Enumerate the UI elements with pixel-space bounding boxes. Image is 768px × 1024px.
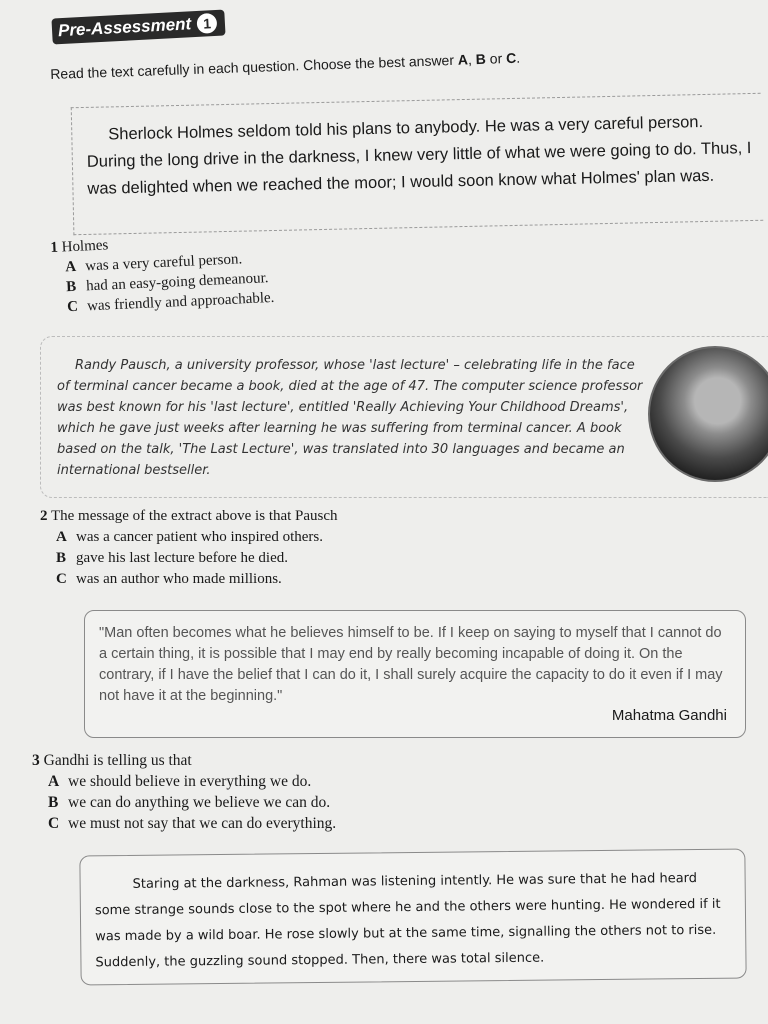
instruction-option-a: A [457,51,469,68]
option-text: was an author who made millions. [76,571,282,587]
question-2-option-b[interactable] [56,548,338,569]
option-letter: B [65,278,77,296]
quote-author: Mahatma Gandhi [611,707,727,724]
option-text: gave his last lecture before he died. [76,550,288,566]
option-text: we should believe in everything we do. [68,773,312,790]
passage-holmes-box [71,93,764,235]
option-letter: A [48,773,60,790]
question-3-option-c[interactable] [48,813,336,834]
option-text: we can do anything we believe we can do. [68,794,331,811]
passage-rahman-box [79,849,746,986]
question-2-option-c[interactable] [56,569,338,590]
instruction-period: . [515,49,521,66]
pre-assessment-badge [51,9,225,44]
instruction-or: or [489,50,503,67]
option-text: had an easy-going demeanour. [85,270,269,295]
instruction-comma: , [467,51,473,68]
option-letter: B [56,550,67,566]
question-1-text: Holmes [61,237,109,256]
option-letter: C [56,571,67,587]
instruction [50,47,590,82]
instruction-option-b: B [475,50,487,68]
question-2-number: 2 [40,508,48,524]
option-text: was a cancer patient who inspired others. [76,529,323,545]
option-letter: C [66,298,79,316]
question-3-option-b[interactable] [48,792,336,813]
question-2 [40,506,338,590]
question-3-text: Gandhi is telling us that [43,752,192,769]
option-letter: B [48,794,59,811]
option-letter: A [56,529,67,545]
instruction-text: Read the text carefully in each question. Choose the best answer [50,51,455,82]
question-2-text: The message of the extract above is that Pausch [50,508,338,524]
question-2-option-a[interactable] [56,527,338,548]
option-letter: A [64,258,77,276]
instruction-option-c: C [505,49,517,67]
question-3-option-a[interactable] [48,771,336,792]
question-3-number: 3 [32,752,40,769]
passage-pausch-text: Randy Pausch, a university professor, whose 'last lecture' – celebrating life in the face of terminal cancer became a book, died at the age of 47. The computer science professor was best known for his 'last lecture', entitled 'Really Achieving Your Childhood Dreams', which he gave just weeks after learning he was suffering from terminal cancer. A book based on the talk, 'The Last Lecture', was translated into 30 languages and became an international bestseller. [57,358,643,478]
option-text: we must not say that we can do everything. [68,815,337,832]
badge-title: Pre-Assessment [57,14,192,41]
question-1-number: 1 [50,239,59,256]
question-2-stem [40,506,338,527]
option-letter: C [48,815,60,832]
option-text: was friendly and approachable. [86,289,275,315]
gandhi-quote-text: "Man often becomes what he believes himself to be. If I keep on saying to myself that I cannot do a certain thing, it is possible that I may end by really becoming incapable of doing it. On the contrary, if I have the belief that I can do it, I shall surely acquire the capacity to do it even if I may not have it at the beginning." [99,625,723,704]
question-1 [50,228,275,318]
option-text: was a very careful person. [84,251,243,275]
question-3-stem [32,750,336,771]
gandhi-quote-box [84,610,746,738]
passage-rahman-text: Staring at the darkness, Rahman was listening intently. He was sure that he had heard some strange sounds close to the spot where he and the others were hunting. He wondered if it was made by a wild boar. He rose slowly but at the same time, signalling the others not to rise. Suddenly, the guzzling sound stopped. Then, there was total silence. [94,871,721,971]
badge-number: 1 [197,13,218,34]
question-3 [32,750,336,834]
passage-holmes-text: Sherlock Holmes seldom told his plans to anybody. He was a very careful person. During the long drive in the darkness, I knew very little of what we were going to do. Thus, I was delighted when we reached the moor; I would soon know what Holmes' plan was. [86,113,752,198]
